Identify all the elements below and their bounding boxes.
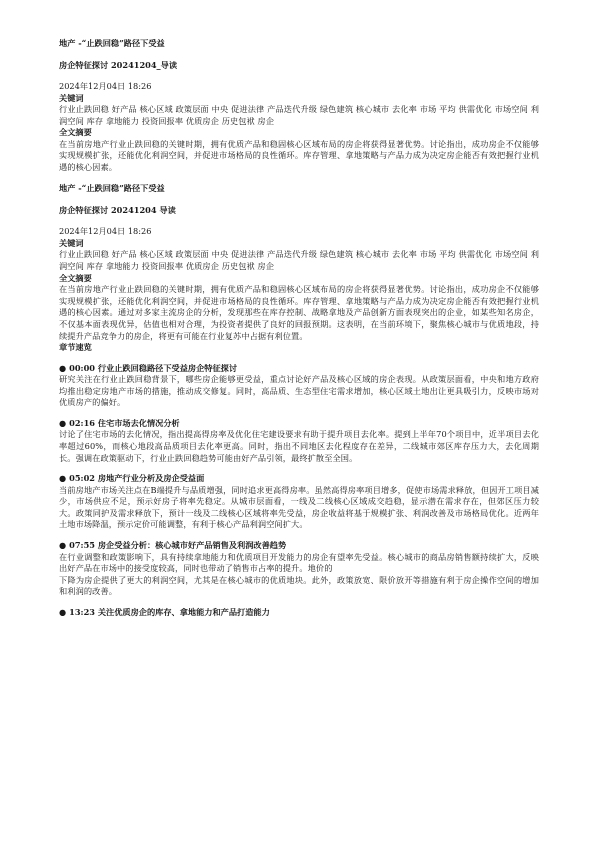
doc-date-repeat: 2024年12月04日 18:26	[59, 226, 152, 237]
chapter-body-continued: 下降为房企提供了更大的利润空间，尤其是在核心城市的优质地块。此外，政策放宽、限价放开等措施有利于房企操作空间的增加和利润的改善。	[59, 574, 539, 597]
chapters-heading: 章节速览	[59, 342, 92, 353]
chapter-title-text: 00:00 行业止跌回稳路径下受益房企特征探讨	[69, 362, 238, 373]
summary-text-repeat: 在当前房地产行业止跌回稳的关键时期，拥有优质产品和稳固核心区域布局的房企将获得显著优势。讨论指出，成功房企不仅能够实现规模扩张，还能优化利润空间，并促进市场格局的良性循环。库存管理、拿地策略与产品力成为决定房企能否有效把握行业机遇的核心因素。通过对多家主流房企的分析，发现那些在库存控制、战略拿地及产品创新方面表现突出的企业，如某些知名房企，不仅基本面表现优异，估值也相对合理，为投资者提供了良好的回报预期。这表明，在当前环境下，聚焦核心城市与优质地段，持续提升产品竞争力的房企，将更有可能在行业复苏中占据有利位置。	[59, 284, 539, 341]
chapter-title	[59, 473, 539, 485]
chapter-item	[59, 540, 539, 598]
bullet-icon: ●	[59, 473, 67, 484]
summary-text: 在当前房地产行业止跌回稳的关键时期，拥有优质产品和稳固核心区域布局的房企将获得显著优势。讨论指出，成功房企不仅能够实现规模扩张，还能优化利润空间，并促进市场格局的良性循环。库存管理、拿地策略与产品力成为决定房企能否有效把握行业机遇的核心因素。	[59, 138, 539, 172]
doc-subtitle-repeat: 房企特征探讨 20241204 导读	[59, 204, 176, 215]
chapter-item	[59, 473, 539, 531]
chapter-title	[59, 418, 539, 430]
chapter-title-text: 02:16 住宅市场去化情况分析	[69, 417, 180, 428]
bullet-icon: ●	[59, 540, 67, 551]
summary-heading: 全文摘要	[59, 127, 92, 138]
keywords-text: 行业止跌回稳 好产品 核心区域 政策层面 中央 促进法律 产品迭代升级 绿色建筑 核心城市 去化率 市场 平均 供需优化 市场空间 利润空间 库存 拿地能力 投资回报率 优质房企 历史包袱 房企	[59, 104, 539, 126]
chapter-title-text: 13:23 关注优质房企的库存、拿地能力和产品打造能力	[69, 606, 270, 617]
bullet-icon: ●	[59, 606, 67, 617]
chapter-item	[59, 363, 539, 409]
chapter-body: 讨论了住宅市场的去化情况，指出提高得房率及优化住宅建设要求有助于提升项目去化率。提到上半年70个项目中，近半项目去化率超过60%，而核心地段高品质项目去化率更高。同时，指出不同地区去化程度存在差异，二线城市郊区库存压力大，去化周期长。强调在政策驱动下，行业止跌回稳趋势可能由好产品引领，最终扩散至全国。	[59, 429, 539, 463]
doc-date: 2024年12月04日 18:26	[59, 81, 152, 91]
keywords-text-repeat: 行业止跌回稳 好产品 核心区域 政策层面 中央 促进法律 产品迭代升级 绿色建筑 核心城市 去化率 市场 平均 供需优化 市场空间 利润空间 库存 拿地能力 投资回报率 优质房企 历史包袱 房企	[59, 249, 539, 272]
chapter-title	[59, 540, 539, 552]
chapter-body: 在行业调整和政策影响下，具有持续拿地能力和优质项目开发能力的房企有望率先受益。核心城市的商品房销售额持续扩大，反映出好产品在市场中的接受度较高，同时也带动了销售市占率的提升。地价的	[59, 551, 539, 574]
doc-title: 地产 -“止跌回稳”路径下受益	[59, 38, 165, 48]
chapter-title-text: 05:02 房地产行业分析及房企受益面	[69, 473, 205, 484]
doc-subtitle: 房企特征探讨 20241204_导读	[59, 59, 178, 70]
bullet-icon: ●	[59, 362, 67, 373]
chapter-body: 当前房地产市场关注点在B端提升与品质增强，同时追求更高得房率。虽然高得房率项目增多，促使市场需求释放，但因开工项目减少，市场供应不足，预示好房子将率先稳定。从城市层面看，一线及二线核心区域成交趋稳，显示潜在需求存在，但郊区压力较大。政策同护及需求释放下，预计一线及二线核心区域将率先受益，房企收益将基于规模扩张、利润改善及市场格局优化。近两年土地市场降温，预示定价可能调整，有利于核心产品利润空间扩大。	[59, 484, 539, 530]
chapter-body: 研究关注在行业止跌回稳背景下，哪些房企能够更受益，重点讨论好产品及核心区域的房企表现。从政策层面看，中央和地方政府均推出稳定房地产市场的措施，推动成交修复。同时，高品质、生态型住宅需求增加，核心区域土地出让更具吸引力，反映市场对优质房产的偏好。	[59, 374, 539, 408]
bullet-icon: ●	[59, 417, 67, 428]
summary-heading-repeat: 全文摘要	[59, 272, 92, 283]
doc-title-repeat: 地产 -“止跌回稳”路径下受益	[59, 183, 165, 194]
chapter-item	[59, 607, 539, 619]
keywords-heading: 关键词	[59, 92, 84, 103]
chapter-title	[59, 607, 539, 619]
chapter-item	[59, 418, 539, 464]
keywords-heading-repeat: 关键词	[59, 237, 84, 248]
chapter-title	[59, 363, 539, 375]
chapter-title-text: 07:55 房企受益分析：核心城市好产品销售及利润改善趋势	[69, 540, 287, 551]
